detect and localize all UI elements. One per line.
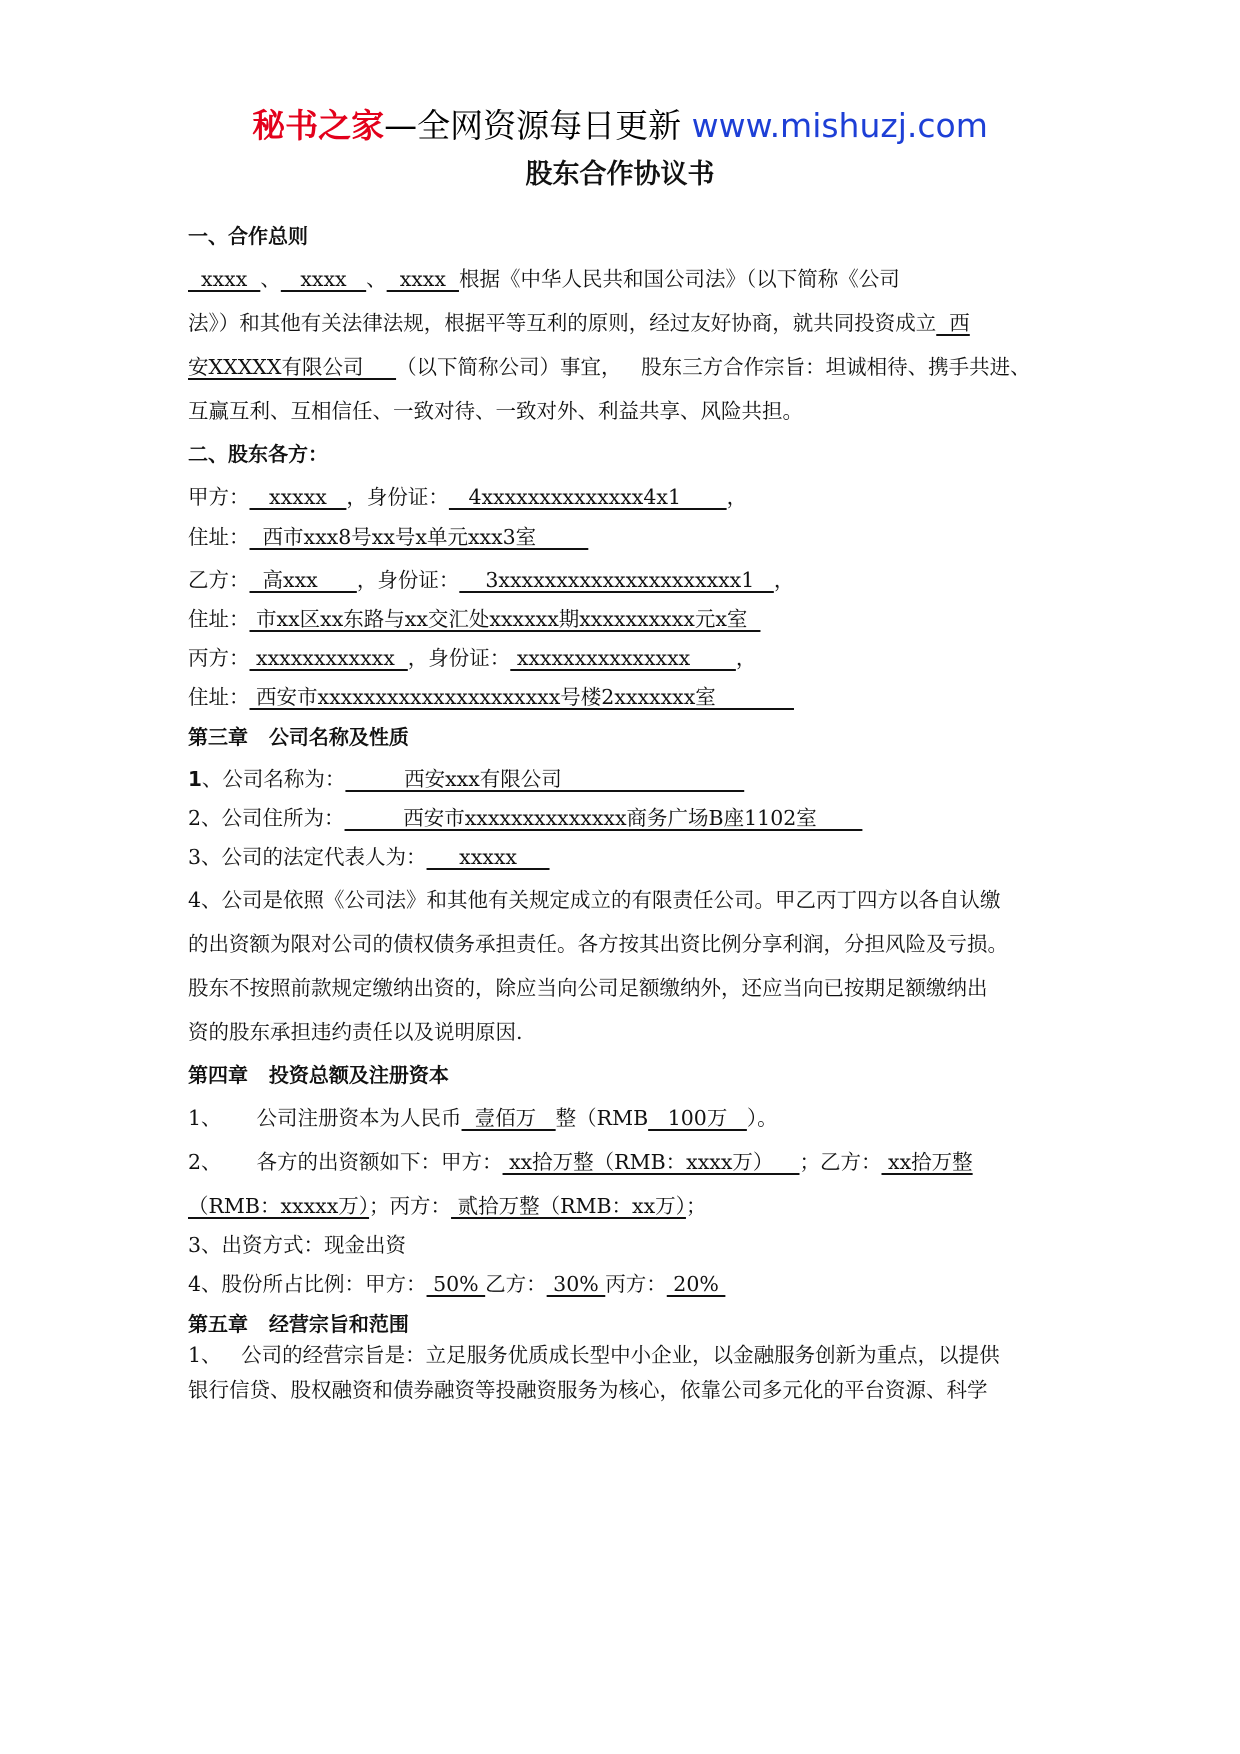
share-field: 50%	[426, 1272, 486, 1296]
party-name-field: 高xxx	[249, 568, 357, 592]
capital-amount-field: 壹佰万	[461, 1106, 556, 1130]
item-contributions-cont	[188, 1192, 706, 1220]
contribution-field: 贰拾万整（RMB：xx万）	[451, 1194, 686, 1218]
party-label: 乙方：	[188, 568, 250, 592]
paragraph-line: 的出资额为限对公司的债权债务承担责任。各方按其出资比例分享利润，分担风险及亏损。	[188, 932, 1008, 956]
id-number-field: xxxxxxxxxxxxxxx	[510, 646, 736, 670]
item-registered-capital	[188, 1104, 778, 1132]
paragraph-line: 1、 公司的经营宗旨是：立足服务优质成长型中小企业，以金融服务创新为重点，以提供	[188, 1343, 1000, 1367]
item-number: 2、	[188, 1150, 222, 1174]
id-number-field: 3xxxxxxxxxxxxxxxxxxxxx1	[459, 568, 774, 592]
document-title: 股东合作协议书	[525, 159, 715, 190]
share-field: 30%	[546, 1272, 606, 1296]
id-label: ，身份证：	[356, 568, 460, 592]
item-share-ratio	[188, 1270, 725, 1298]
item-text: ）。	[746, 1106, 778, 1130]
separator: 、	[260, 267, 281, 291]
separator: 、	[366, 267, 387, 291]
paragraph-line: 4、公司是依照《公司法》和其他有关规定成立的有限责任公司。甲乙丙丁四方以各自认缴	[188, 888, 1001, 912]
id-number-field: 4xxxxxxxxxxxxxx4x1	[448, 485, 727, 509]
party-label: 丙方：	[188, 646, 250, 670]
id-label: ，身份证：	[346, 485, 449, 509]
paragraph-line: 股东不按照前款规定缴纳出资的，除应当向公司足额缴纳外，还应当向已按期足额缴纳出	[188, 976, 988, 1000]
party-c-line	[188, 644, 756, 672]
paragraph-line	[188, 309, 970, 337]
company-address-field: 西安市xxxxxxxxxxxxxx商务广场B座1102室	[344, 806, 863, 830]
contribution-field: xx拾万整	[881, 1150, 973, 1174]
site-header	[0, 100, 1240, 147]
address-field: 西安市xxxxxxxxxxxxxxxxxxxxx号楼2xxxxxxx室	[249, 685, 794, 709]
punctuation: ，	[726, 485, 748, 509]
party-a-line	[188, 483, 747, 511]
paragraph-line: 资的股东承担违约责任以及说明原因.	[188, 1020, 523, 1044]
paragraph-line: 银行信贷、股权融资和债券融资等投融资服务为核心，依靠公司多元化的平台资源、科学	[188, 1378, 988, 1402]
item-company-name	[188, 765, 744, 793]
item-label: 各方的出资额如下：甲方：	[256, 1150, 503, 1174]
item-label: 2、公司住所为：	[188, 806, 345, 830]
party-b-address	[188, 605, 760, 633]
address-label: 住址：	[188, 607, 250, 631]
item-number: 1	[188, 767, 202, 791]
item-label: 公司注册资本为人民币	[256, 1106, 462, 1130]
item-text: 乙方：	[485, 1272, 547, 1296]
section-heading-1: 一、合作总则	[188, 224, 308, 248]
item-label: 、公司名称为：	[201, 767, 346, 791]
punctuation: ，	[735, 646, 757, 670]
paragraph-text: 根据《中华人民共和国公司法》（以下简称《公司	[458, 267, 900, 291]
item-number: 1、	[188, 1106, 222, 1130]
paragraph-text: （以下简称公司）事宜， 股东三方合作宗旨：坦诚相待、携手共进、	[396, 355, 1031, 379]
paragraph-line: 互赢互利、互相信任、一致对待、一致对外、利益共享、风险共担。	[188, 399, 803, 423]
section-heading-5: 第五章 经营宗旨和范围	[188, 1312, 409, 1336]
share-field: 20%	[666, 1272, 726, 1296]
party-a-address	[188, 523, 588, 551]
company-name-field: 西安xxx有限公司	[345, 767, 745, 791]
contribution-field: （RMB：xxxxx万）	[188, 1194, 370, 1218]
item-contribution-method: 3、出资方式：现金出资	[188, 1233, 407, 1257]
section-heading-3: 第三章 公司名称及性质	[188, 725, 409, 749]
paragraph-line	[188, 265, 900, 293]
item-company-address	[188, 804, 862, 832]
party-b-line	[188, 566, 794, 594]
address-field: 市xx区xx东路与xx交汇处xxxxxx期xxxxxxxxxx元x室	[249, 607, 761, 631]
party-label: 甲方：	[188, 485, 250, 509]
id-label: ，身份证：	[407, 646, 511, 670]
party-name-field: xxxx	[386, 267, 459, 291]
address-label: 住址：	[188, 525, 250, 549]
legal-rep-field: xxxxx	[426, 845, 550, 869]
party-name-field: xxxxxxxxxxxx	[249, 646, 408, 670]
item-text: ；丙方：	[369, 1194, 452, 1218]
party-name-field: xxxxx	[249, 485, 347, 509]
item-legal-rep	[188, 843, 550, 871]
brand-name: 秘书之家	[252, 106, 385, 145]
party-name-field: xxxx	[188, 267, 261, 291]
item-label: 3、公司的法定代表人为：	[188, 845, 427, 869]
party-name-field: xxxx	[280, 267, 367, 291]
website-link[interactable]: www.mishuzj.com	[691, 106, 988, 145]
punctuation: ；	[685, 1194, 707, 1218]
header-tagline: —全网资源每日更新	[384, 106, 682, 145]
paragraph-line	[188, 353, 1031, 381]
address-field: 西市xxx8号xx号x单元xxx3室	[249, 525, 589, 549]
item-contributions	[188, 1148, 973, 1176]
paragraph-text: 法》）和其他有关法律法规，根据平等互利的原则，经过友好协商，就共同投资成立	[188, 311, 937, 335]
punctuation: ，	[773, 568, 795, 592]
party-c-address	[188, 683, 794, 711]
item-text: ；乙方：	[799, 1150, 882, 1174]
company-name-field: 西	[936, 311, 970, 335]
section-heading-4: 第四章 投资总额及注册资本	[188, 1063, 449, 1087]
item-text: 整（RMB	[555, 1106, 649, 1130]
section-heading-2: 二、股东各方：	[188, 442, 328, 466]
company-name-field: 安XXXXX有限公司	[188, 355, 397, 379]
item-text: 丙方：	[605, 1272, 667, 1296]
item-label: 4、股份所占比例：甲方：	[188, 1272, 427, 1296]
address-label: 住址：	[188, 685, 250, 709]
contribution-field: xx拾万整（RMB：xxxx万）	[502, 1150, 800, 1174]
capital-rmb-field: 100万	[648, 1106, 747, 1130]
